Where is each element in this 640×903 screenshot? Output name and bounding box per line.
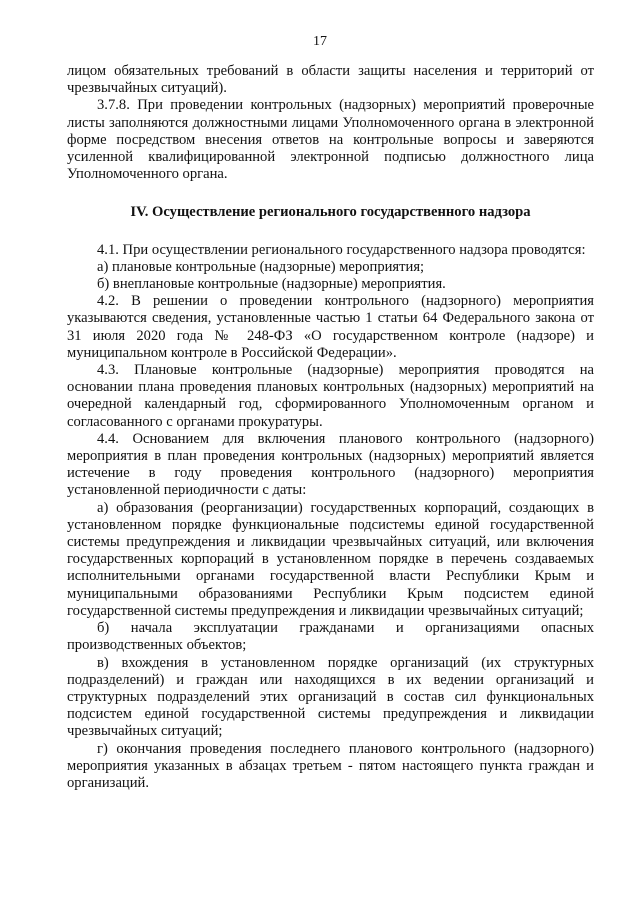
document-body — [67, 63, 594, 792]
item-4-4-g: г) окончания проведения последнего планового контрольного (надзорного) мероприятия указанных в абзацах третьем - пятом настоящего пункта граждан и организаций. — [67, 740, 594, 791]
item-4-4-b: б) начала эксплуатации гражданами и организациями опасных производственных объектов; — [67, 620, 594, 654]
item-4-4-v: в) вхождения в установленном порядке организаций (их структурных подразделений) и граждан или находящихся в их ведении организаций и структурных подразделений этих организаций в состав сил функциональных подсистем единой государственной системы предупреждения и ликвидации чрезвычайных ситуаций; — [67, 654, 594, 740]
item-4-1-b: б) внеплановые контрольные (надзорные) мероприятия. — [97, 276, 446, 293]
paragraph-4-1: 4.1. При осуществлении регионального государственного надзора проводятся: — [97, 241, 586, 258]
paragraph-4-3: 4.3. Плановые контрольные (надзорные) мероприятия проводятся на основании плана проведения плановых контрольных (надзорных) мероприятий на очередной календарный год, сформированного Уполномоченным органом и согласованного с органами прокуратуры. — [67, 362, 594, 430]
paragraph-3-7-8: 3.7.8. При проведении контрольных (надзорных) мероприятий проверочные листы заполняются должностными лицами Уполномоченного органа в электронной форме посредством внесения ответов на контрольные вопросы и заверяются усиленной квалифицированной электронной подписью должностного лица Уполномоченного органа. — [67, 97, 594, 183]
page-number: 17 — [313, 34, 327, 49]
paragraph-continuation: лицом обязательных требований в области защиты населения и территорий от чрезвычайных ситуаций). — [67, 63, 594, 97]
paragraph-4-2: 4.2. В решении о проведении контрольного (надзорного) мероприятия указываются сведения, установленные частью 1 статьи 64 Федерального закона от 31 июля 2020 года № 248-ФЗ «О государственном контроле (надзоре) и муниципальном контроле в Российской Федерации». — [67, 293, 594, 361]
item-4-4-a: а) образования (реорганизации) государственных корпораций, создающих в установленном порядке функциональные подсистемы единой государственной системы предупреждения и ликвидации чрезвычайных ситуаций, или включения государственных корпораций в установленном порядке в перечень создаваемых исполнительными органами государственной власти Республики Крым и муниципальными образованиями Республики Крым подсистем единой государственной системы предупреждения и ликвидации чрезвычайных ситуаций; — [67, 499, 594, 619]
section-heading: IV. Осуществление регионального государственного надзора — [130, 204, 531, 221]
paragraph-4-4: 4.4. Основанием для включения планового контрольного (надзорного) мероприятия в план проведения контрольных (надзорных) мероприятий является истечение в году проведения контрольного (надзорного) мероприятия установленной периодичности с даты: — [67, 430, 594, 499]
item-4-1-a: а) плановые контрольные (надзорные) мероприятия; — [97, 258, 425, 275]
